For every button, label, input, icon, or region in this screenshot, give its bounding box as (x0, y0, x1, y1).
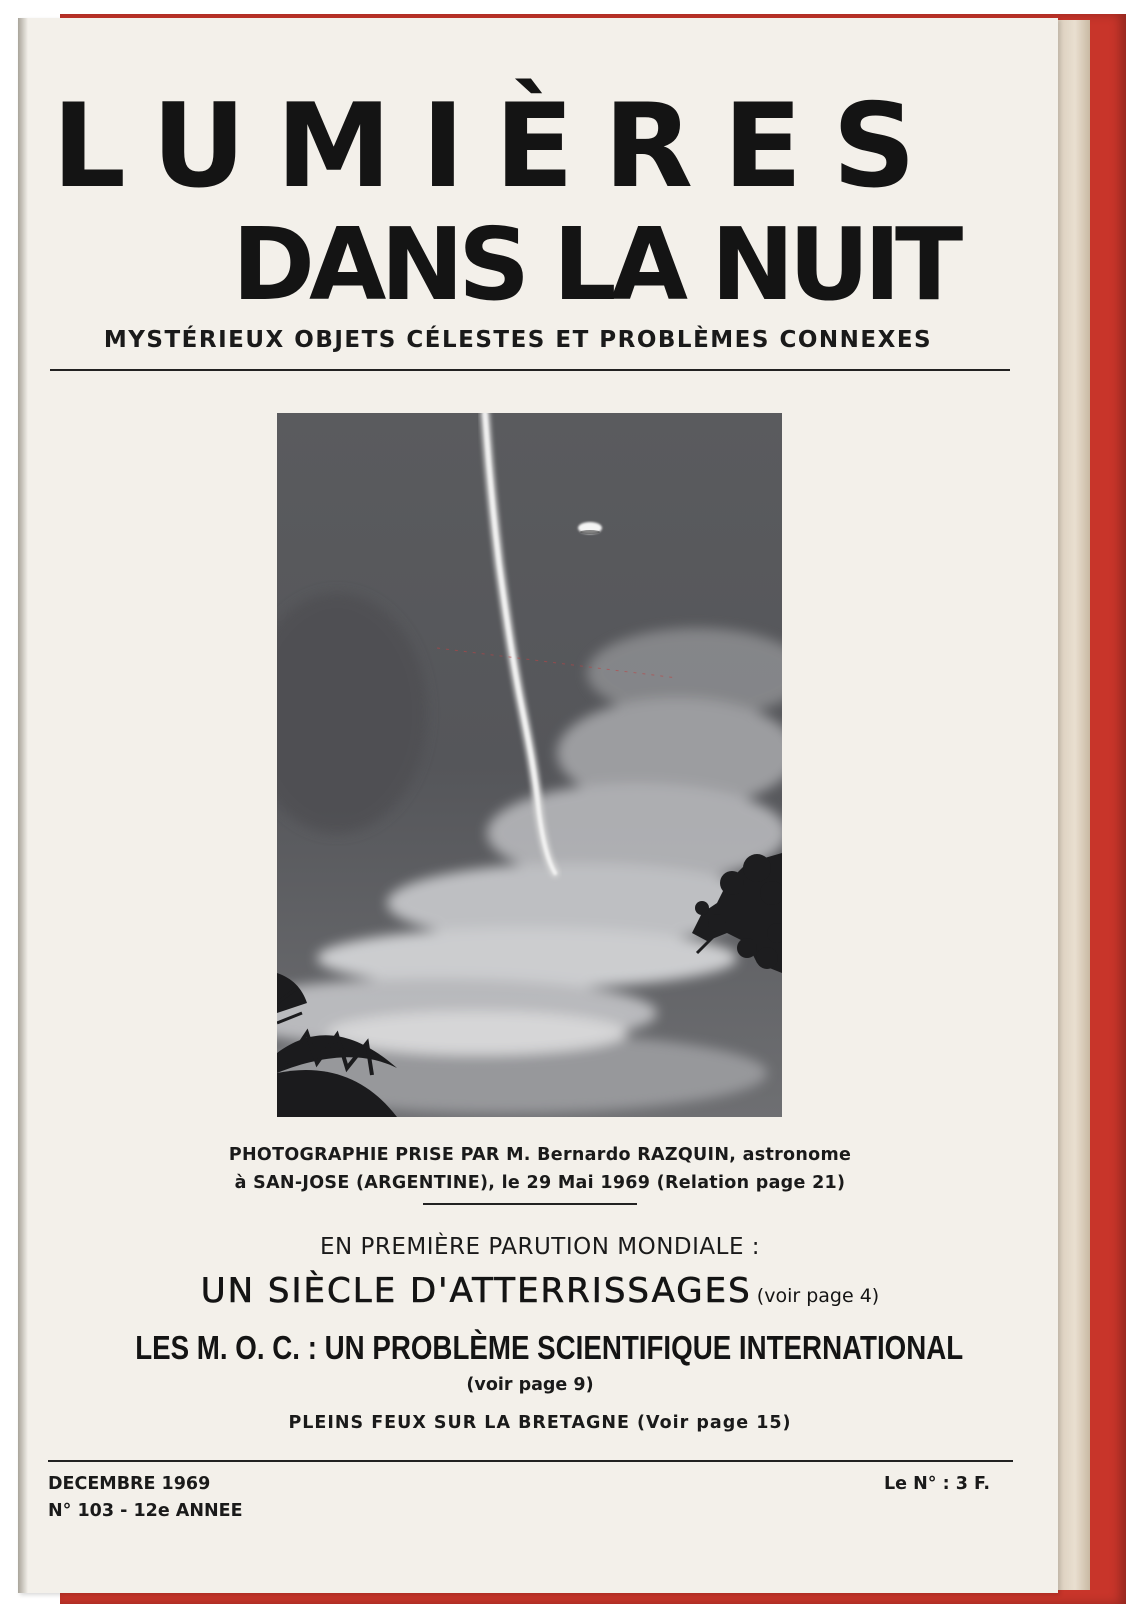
divider-short (423, 1203, 637, 1205)
headline-second: LES M. O. C. : UN PROBLÈME SCIENTIFIQUE INTERNATIONAL (135, 1329, 964, 1366)
masthead-title-line2: DANS LA NUIT (232, 206, 958, 323)
issue-price: Le N° : 3 F. (884, 1474, 990, 1494)
masthead-subtitle: MYSTÉRIEUX OBJETS CÉLESTES ET PROBLÈMES CONNEXES (103, 327, 933, 353)
divider-top (50, 369, 1010, 371)
issue-date: DECEMBRE 1969 (48, 1474, 211, 1494)
divider-bottom (48, 1460, 1013, 1462)
headline-main-text: UN SIÈCLE D'ATTERRISSAGES (200, 1271, 752, 1311)
headline-intro: EN PREMIÈRE PARUTION MONDIALE : (319, 1234, 761, 1260)
photo-caption-line1: PHOTOGRAPHIE PRISE PAR M. Bernardo RAZQUIN, astronome (228, 1145, 852, 1165)
headline-third: PLEINS FEUX SUR LA BRETAGNE (Voir page 15) (288, 1413, 792, 1433)
headline-main (100, 1265, 980, 1317)
headline-second-ref: (voir page 9) (466, 1375, 594, 1395)
issue-number: N° 103 - 12e ANNEE (48, 1501, 243, 1521)
photo-caption-line2: à SAN-JOSE (ARGENTINE), le 29 Mai 1969 (Relation page 21) (234, 1173, 846, 1193)
masthead-title-line1: LUMIÈRES (52, 79, 946, 214)
cover-photograph (277, 413, 782, 1117)
headline-main-ref: (voir page 4) (756, 1285, 880, 1307)
